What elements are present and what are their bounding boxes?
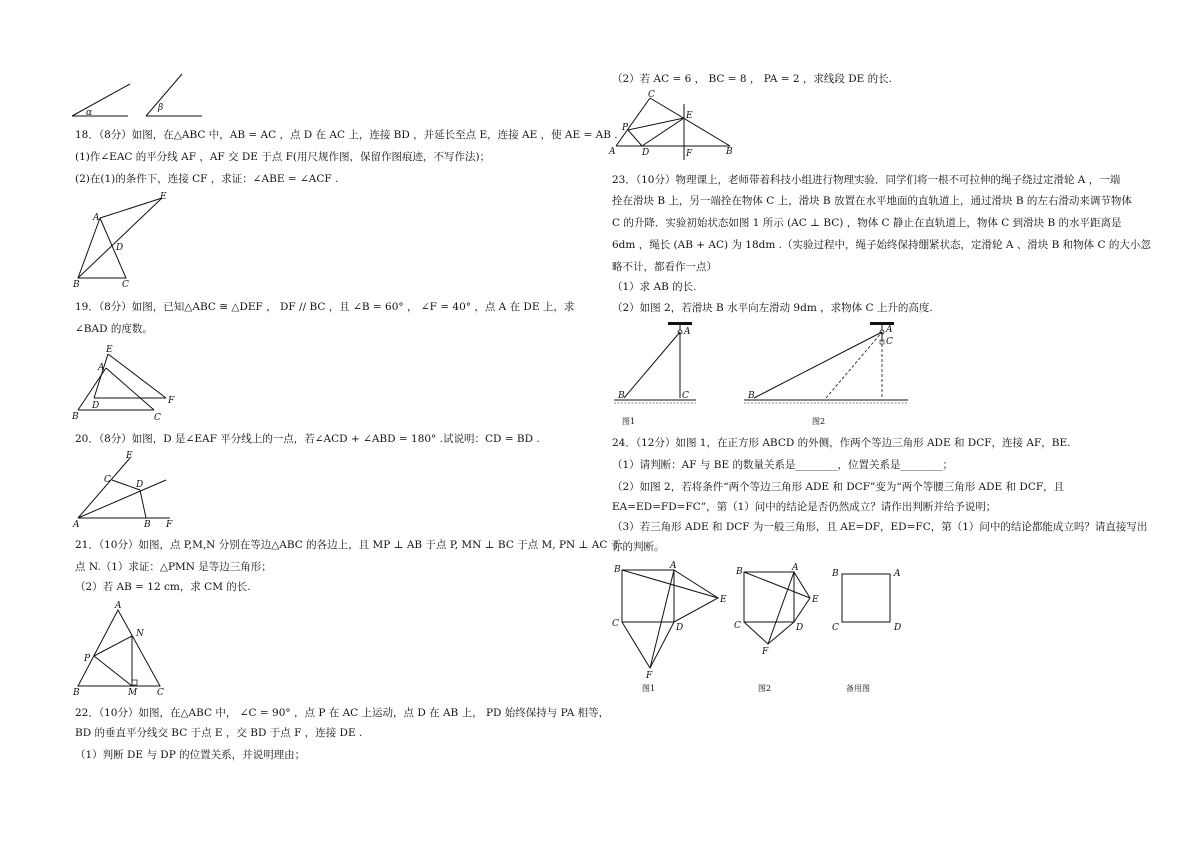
q22-label-b: B <box>726 147 733 157</box>
q23-figure-1 <box>610 318 710 430</box>
q20-line1: 20．（8分）如图，D 是∠EAF 平分线上的一点，若∠ACD + ∠ABD = 180° .试说明：CD = BD . <box>75 433 540 445</box>
q21-figure <box>70 598 180 698</box>
q22-line1: 22．（10分）如图，在△ABC 中， ∠C = 90° ，点 P 在 AC 上运动，点 D 在 AB 上， PD 始终保持与 PA 相等， <box>75 707 610 719</box>
q19-label-c: C <box>154 413 161 423</box>
q22b-line1: （2）若 AC = 6 ， BC = 8 ， PA = 2 ，求线段 DE 的长. <box>612 73 893 85</box>
q24-fig1-label-a: A <box>670 561 677 571</box>
q18-line3: (2)在(1)的条件下，连接 CF ，求证：∠ABE = ∠ACF . <box>75 173 339 185</box>
q23-fig2-label-a: A <box>886 325 893 335</box>
angle-beta-label: β <box>158 103 164 113</box>
q20-figure <box>70 450 180 530</box>
q24-fig2-caption: 图2 <box>758 684 772 693</box>
q21-label-c: C <box>157 688 164 698</box>
q24-fig2-label-d: D <box>796 623 804 633</box>
q24-fig2-label-b: B <box>736 567 743 577</box>
q23-line2: 拴在滑块 B 上，另一端拴在物体 C 上，滑块 B 放置在水平地面的直轨道上，通过滑块 B 的左右滑动来调节物体 <box>612 195 1132 207</box>
q24-fig3-caption: 备用图 <box>846 684 870 693</box>
q21-label-b: B <box>73 688 80 698</box>
q21-label-n: N <box>136 629 144 639</box>
q19-label-a: A <box>98 363 105 373</box>
q24-fig1-caption: 图1 <box>642 684 656 693</box>
q24-fig2-label-e: E <box>812 595 819 605</box>
q22-figure <box>606 90 746 160</box>
q22-label-e: E <box>686 111 693 121</box>
q23-fig1-label-c: C <box>682 391 689 401</box>
q23-fig2-caption: 图2 <box>812 417 826 426</box>
q23-fig2-label-c: C <box>886 337 893 347</box>
q18-line1: 18．（8分）如图，在△ABC 中，AB = AC ，点 D 在 AC 上，连接 BD ，并延长至点 E，连接 AE ，使 AE = AB . <box>75 129 618 141</box>
q24-fig3-label-a: A <box>894 569 901 579</box>
q22-label-d: D <box>642 148 650 158</box>
q24-line5: （3）若三角形 ADE 和 DCF 为一般三角形，且 AE=DF，ED=FC，第（1）问中的结论都能成立吗？请直接写出 <box>612 521 1148 533</box>
q21-line1: 21．（10分）如图，点 P,M,N 分别在等边△ABC 的各边上，且 MP ⊥ AB 于点 P, MN ⊥ BC 于点 M, PN ⊥ AC 于 <box>75 539 622 551</box>
q20-label-d: D <box>136 480 144 490</box>
q21-label-a: A <box>115 601 122 611</box>
q19-line1: 19．（8分）如图，已知△ABC ≅ △DEF ， DF // BC ，且 ∠B = 60° ， ∠F = 40° ，点 A 在 DE 上，求 <box>75 301 575 313</box>
q24-fig3-label-c: C <box>832 623 839 633</box>
angle-figures <box>68 70 208 122</box>
q24-fig3-label-d: D <box>894 623 902 633</box>
q21-label-p: P <box>84 654 91 664</box>
q23-fig1-label-a: A <box>684 327 691 337</box>
q18-label-c: C <box>122 280 129 290</box>
q23-line3: C 的升降．实验初始状态如图 1 所示 (AC ⊥ BC) ，物体 C 静止在直轨道上，物体 C 到滑块 B 的水平距离是 <box>612 217 1122 229</box>
q20-label-c: C <box>104 475 111 485</box>
q24-fig2-label-a: A <box>792 563 799 573</box>
q18-label-a: A <box>93 213 100 223</box>
q19-label-e: E <box>106 345 113 355</box>
q18-figure <box>70 190 180 290</box>
q19-label-d: D <box>92 401 100 411</box>
q24-fig1-label-d: D <box>676 623 684 633</box>
q18-label-e: E <box>160 192 167 202</box>
q23-fig2-label-b: B <box>748 391 755 401</box>
q20-label-a: A <box>73 520 80 530</box>
q24-line2: （1）请判断：AF 与 BE 的数量关系是________，位置关系是________； <box>612 459 953 471</box>
q24-fig1-label-f: F <box>646 671 653 681</box>
q22-label-a: A <box>609 147 616 157</box>
q23-fig1-label-b: B <box>618 391 625 401</box>
angle-alpha-label: α <box>86 108 93 118</box>
q20-label-e: E <box>126 451 133 461</box>
q24-line6: 你的判断。 <box>612 541 665 553</box>
q24-figures <box>606 558 926 698</box>
q19-label-f: F <box>168 396 175 406</box>
q24-fig1-label-c: C <box>612 619 619 629</box>
q24-fig1-label-b: B <box>614 565 621 575</box>
q18-label-d: D <box>116 243 124 253</box>
q22-line2: BD 的垂直平分线交 BC 于点 E ，交 BD 于点 F ，连接 DE . <box>75 727 363 739</box>
q24-fig3-label-b: B <box>832 569 839 579</box>
q23-line6: （1）求 AB 的长. <box>612 281 697 293</box>
q21-line2: 点 N.（1）求证：△PMN 是等边三角形； <box>75 561 272 573</box>
q22-line3: （1）判断 DE 与 DP 的位置关系，并说明理由； <box>75 749 306 761</box>
q22-label-c: C <box>648 90 655 100</box>
q24-fig2-label-c: C <box>734 621 741 631</box>
q23-fig1-caption: 图1 <box>622 417 636 426</box>
q21-label-m: M <box>128 688 138 698</box>
q23-line5: 略不计，都看作一点） <box>612 261 717 273</box>
q22-label-f: F <box>686 149 693 159</box>
q19-figure <box>70 340 180 425</box>
q23-line1: 23．（10分）物理课上，老师带着科技小组进行物理实验．同学们将一根不可拉伸的绳子绕过定滑轮 A ，一端 <box>612 174 1121 186</box>
q23-line7: （2）如图 2，若滑块 B 水平向左滑动 9dm ，求物体 C 上升的高度. <box>612 302 933 314</box>
q19-line2: ∠BAD 的度数。 <box>75 323 153 335</box>
q24-line1: 24．（12分）如图 1，在正方形 ABCD 的外侧，作两个等边三角形 ADE 和 DCF，连接 AF，BE. <box>612 437 1071 449</box>
q24-line3: （2）如图 2，若将条件“两个等边三角形 ADE 和 DCF”变为“两个等腰三角形 ADE 和 DCF，且 <box>612 481 1065 493</box>
q20-label-b: B <box>144 520 151 530</box>
q24-fig2-label-f: F <box>762 647 769 657</box>
q22-label-p: P <box>622 123 629 133</box>
q24-fig1-label-e: E <box>720 595 727 605</box>
q18-line2: (1)作∠EAC 的平分线 AF ，AF 交 DE 于点 F(用尺规作图，保留作图痕迹，不写作法)； <box>75 151 491 163</box>
q23-line4: 6dm ，绳长 (AB + AC) 为 18dm .（实验过程中，绳子始终保持绷紧状态，定滑轮 A 、滑块 B 和物体 C 的大小忽 <box>612 239 1151 251</box>
q24-line4: EA=ED=FD=FC”，第（1）问中的结论是否仍然成立？请作出判断并给予说明； <box>612 501 997 513</box>
q21-line3: （2）若 AB = 12 cm，求 CM 的长. <box>75 581 251 593</box>
q19-label-b: B <box>72 412 79 422</box>
q18-label-b: B <box>73 280 80 290</box>
q23-figure-2 <box>740 318 920 430</box>
q20-label-f: F <box>166 520 173 530</box>
